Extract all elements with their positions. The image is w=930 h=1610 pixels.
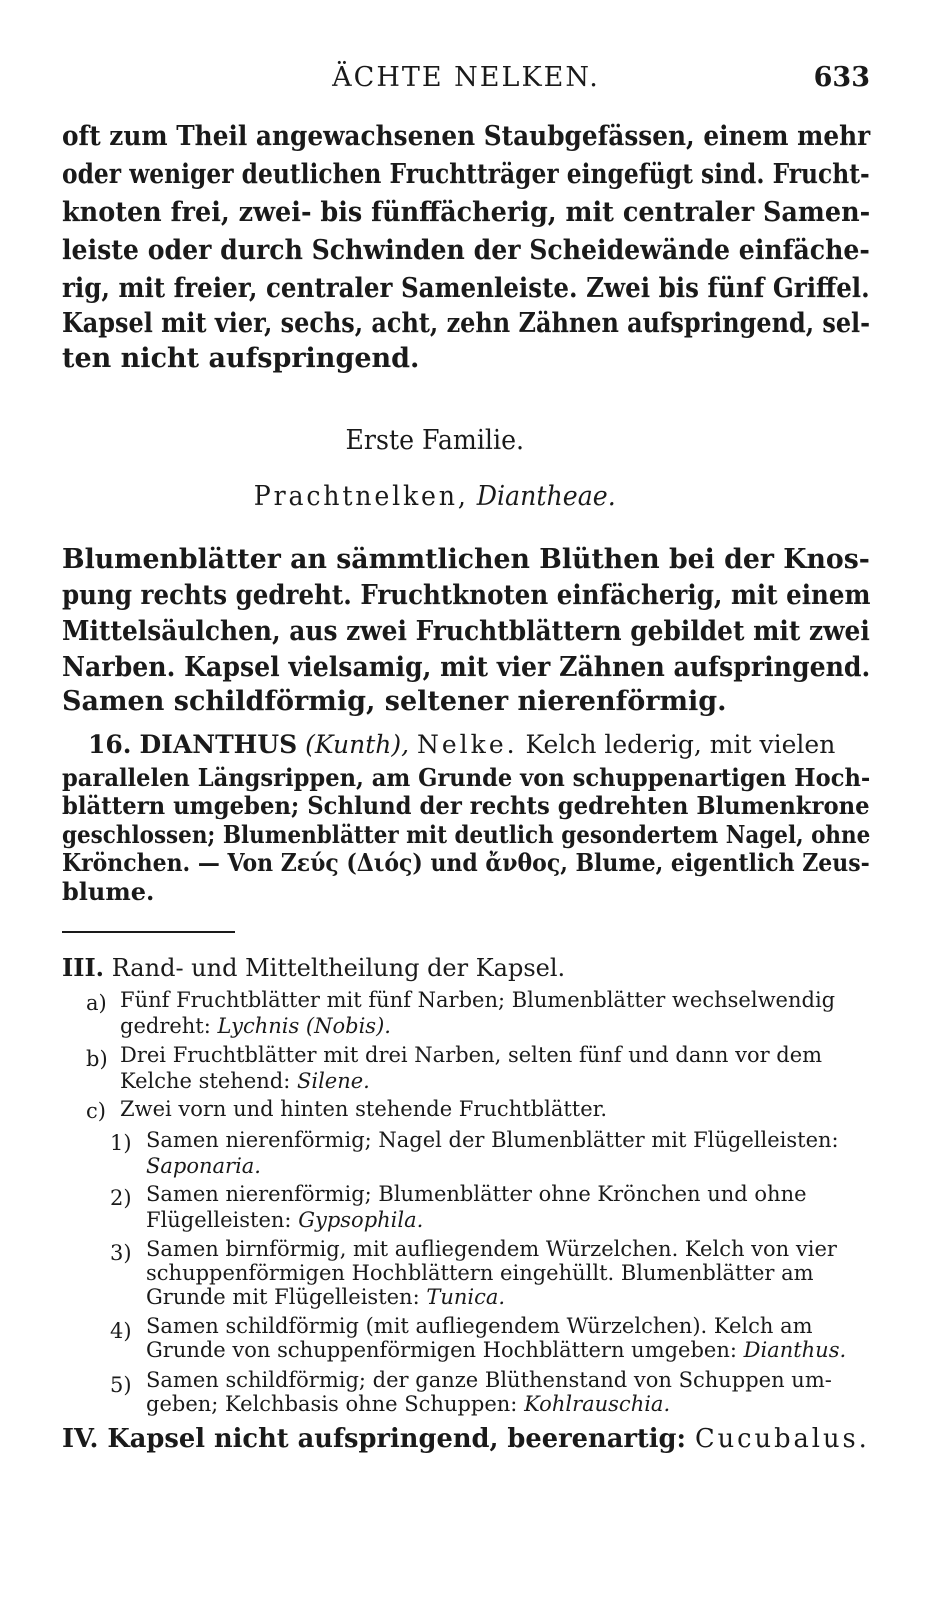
footnote-c1-line2 xyxy=(146,1153,261,1179)
page-number: 633 xyxy=(813,62,870,93)
footnote-c3-line3 xyxy=(146,1284,505,1310)
footnote-iv-text: Kapsel nicht aufspringend, beerenartig: xyxy=(107,1424,687,1454)
genus-lychnis: Lychnis xyxy=(217,1014,300,1038)
footnote-c-label: c) xyxy=(86,1099,106,1123)
footnote-c5-label: 5) xyxy=(110,1373,132,1397)
paragraph1-line: Kapsel mit vier, sechs, acht, zehn Zähnen aufspringend, sel- xyxy=(62,308,871,339)
footnote-c5-line2 xyxy=(146,1391,670,1417)
footnote-c2-line1: Samen nierenförmig; Blumenblätter ohne Krönchen und ohne xyxy=(146,1182,807,1206)
footnote-iv-label: IV. xyxy=(62,1424,99,1454)
genus-saponaria: Saponaria. xyxy=(146,1154,261,1178)
footnote-heading-label: III. xyxy=(62,953,105,982)
family-name-german: Prachtnelken, xyxy=(253,481,469,512)
paragraph1-line: leiste oder durch Schwinden der Scheidewände einfäche- xyxy=(62,235,870,266)
footnote-c5-line1: Samen schildförmig; der ganze Blüthenstand von Schuppen um- xyxy=(146,1368,832,1392)
genus-kohlrauschia: Kohlrauschia. xyxy=(524,1392,671,1416)
footnote-c3-text: Grunde mit Flügelleisten: xyxy=(146,1285,427,1309)
paragraph1-line: ten nicht aufspringend. xyxy=(62,343,420,374)
genus-line: blättern umgeben; Schlund der rechts gedrehten Blumenkrone xyxy=(62,791,870,820)
footnote-a-note: (Nobis). xyxy=(299,1014,391,1038)
footnote-heading-text: Rand- und Mitteltheilung der Kapsel. xyxy=(111,954,566,982)
footnote-c2-line2 xyxy=(146,1207,423,1233)
running-title: ÄCHTE NELKEN. xyxy=(332,62,600,93)
footnote-c3-line1: Samen birnförmig, mit aufliegendem Würzelchen. Kelch von vier xyxy=(146,1237,837,1261)
paragraph1-line: oder weniger deutlichen Fruchtträger eingefügt sind. Frucht- xyxy=(62,159,870,190)
footnote-rule xyxy=(62,931,235,933)
footnote-a-line1: Fünf Fruchtblätter mit fünf Narben; Blumenblätter wechselwendig xyxy=(120,988,836,1012)
footnote-c3-line2: schuppenförmigen Hochblättern eingehüllt. Blumenblätter am xyxy=(146,1261,814,1285)
paragraph2-line: Blumenblätter an sämmtlichen Blüthen bei der Knos- xyxy=(62,544,870,575)
footnote-c3-label: 3) xyxy=(110,1241,132,1265)
genus-dianthus: Dianthus. xyxy=(743,1338,847,1362)
footnote-iv xyxy=(62,1426,870,1452)
family-heading: Erste Familie. xyxy=(345,425,525,456)
footnote-c1-label: 1) xyxy=(110,1131,132,1155)
footnote-c5-text: geben; Kelchbasis ohne Schuppen: xyxy=(146,1392,525,1416)
genus-cucubalus: Cucubalus. xyxy=(695,1424,870,1454)
paragraph2-line: Samen schildförmig, seltener nierenförmig. xyxy=(62,686,727,717)
footnote-c1-line1: Samen nierenförmig; Nagel der Blumenblätter mit Flügelleisten: xyxy=(146,1128,839,1152)
footnote-c4-label: 4) xyxy=(110,1319,132,1343)
footnote-a-line2 xyxy=(120,1013,391,1039)
genus-silene: Silene. xyxy=(296,1069,370,1093)
genus-tunica: Tunica. xyxy=(426,1285,506,1309)
paragraph1-line: knoten frei, zwei- bis fünffächerig, mit centraler Samen- xyxy=(62,197,871,228)
footnote-heading xyxy=(62,955,565,981)
genus-line: geschlossen; Blumenblätter mit deutlich gesondertem Nagel, ohne xyxy=(62,820,871,849)
paragraph1-line: oft zum Theil angewachsenen Staubgefässen, einem mehr xyxy=(62,121,871,152)
paragraph2-line: Mittelsäulchen, aus zwei Fruchtblättern gebildet mit zwei xyxy=(62,616,870,647)
paragraph2-line: pung rechts gedreht. Fruchtknoten einfächerig, mit einem xyxy=(62,580,871,611)
family-name-latin: Diantheae. xyxy=(476,481,616,512)
footnote-a-text: gedreht: xyxy=(120,1014,218,1038)
genus-number: 16. xyxy=(88,730,132,759)
genus-name: DIANTHUS xyxy=(139,730,298,759)
genus-line: parallelen Längsrippen, am Grunde von schuppenartigen Hoch- xyxy=(62,763,871,792)
footnote-a-label: a) xyxy=(86,991,107,1015)
page-header xyxy=(62,62,870,102)
footnote-b-line1: Drei Fruchtblätter mit drei Narben, selten fünf und dann vor dem xyxy=(120,1043,823,1067)
genus-text: Kelch lederig, mit vielen xyxy=(525,730,836,759)
genus-common-name: Nelke. xyxy=(417,730,518,759)
genus-line: blume. xyxy=(62,877,155,906)
footnote-c4-text: Grunde von schuppenförmigen Hochblättern umgeben: xyxy=(146,1338,744,1362)
footnote-c2-text: Flügelleisten: xyxy=(146,1208,299,1232)
footnote-c4-line2 xyxy=(146,1337,846,1363)
footnote-b-line2 xyxy=(120,1068,370,1094)
footnote-b-text: Kelche stehend: xyxy=(120,1069,297,1093)
family-name xyxy=(0,480,870,514)
genus-entry-first-line xyxy=(88,728,870,762)
footnote-c-text: Zwei vorn und hinten stehende Fruchtblätter. xyxy=(120,1097,608,1121)
genus-gypsophila: Gypsophila. xyxy=(298,1208,424,1232)
footnote-c2-label: 2) xyxy=(110,1186,132,1210)
footnote-b-label: b) xyxy=(86,1047,108,1071)
genus-line: Krönchen. — Von Ζεύς (Διός) und ἄνθος, Blume, eigentlich Zeus- xyxy=(62,848,870,877)
footnote-c4-line1: Samen schildförmig (mit aufliegendem Würzelchen). Kelch am xyxy=(146,1314,813,1338)
paragraph1-line: rig, mit freier, centraler Samenleiste. Zwei bis fünf Griffel. xyxy=(62,273,870,304)
genus-authority: (Kunth), xyxy=(305,730,410,759)
paragraph2-line: Narben. Kapsel vielsamig, mit vier Zähnen aufspringend. xyxy=(62,652,871,683)
